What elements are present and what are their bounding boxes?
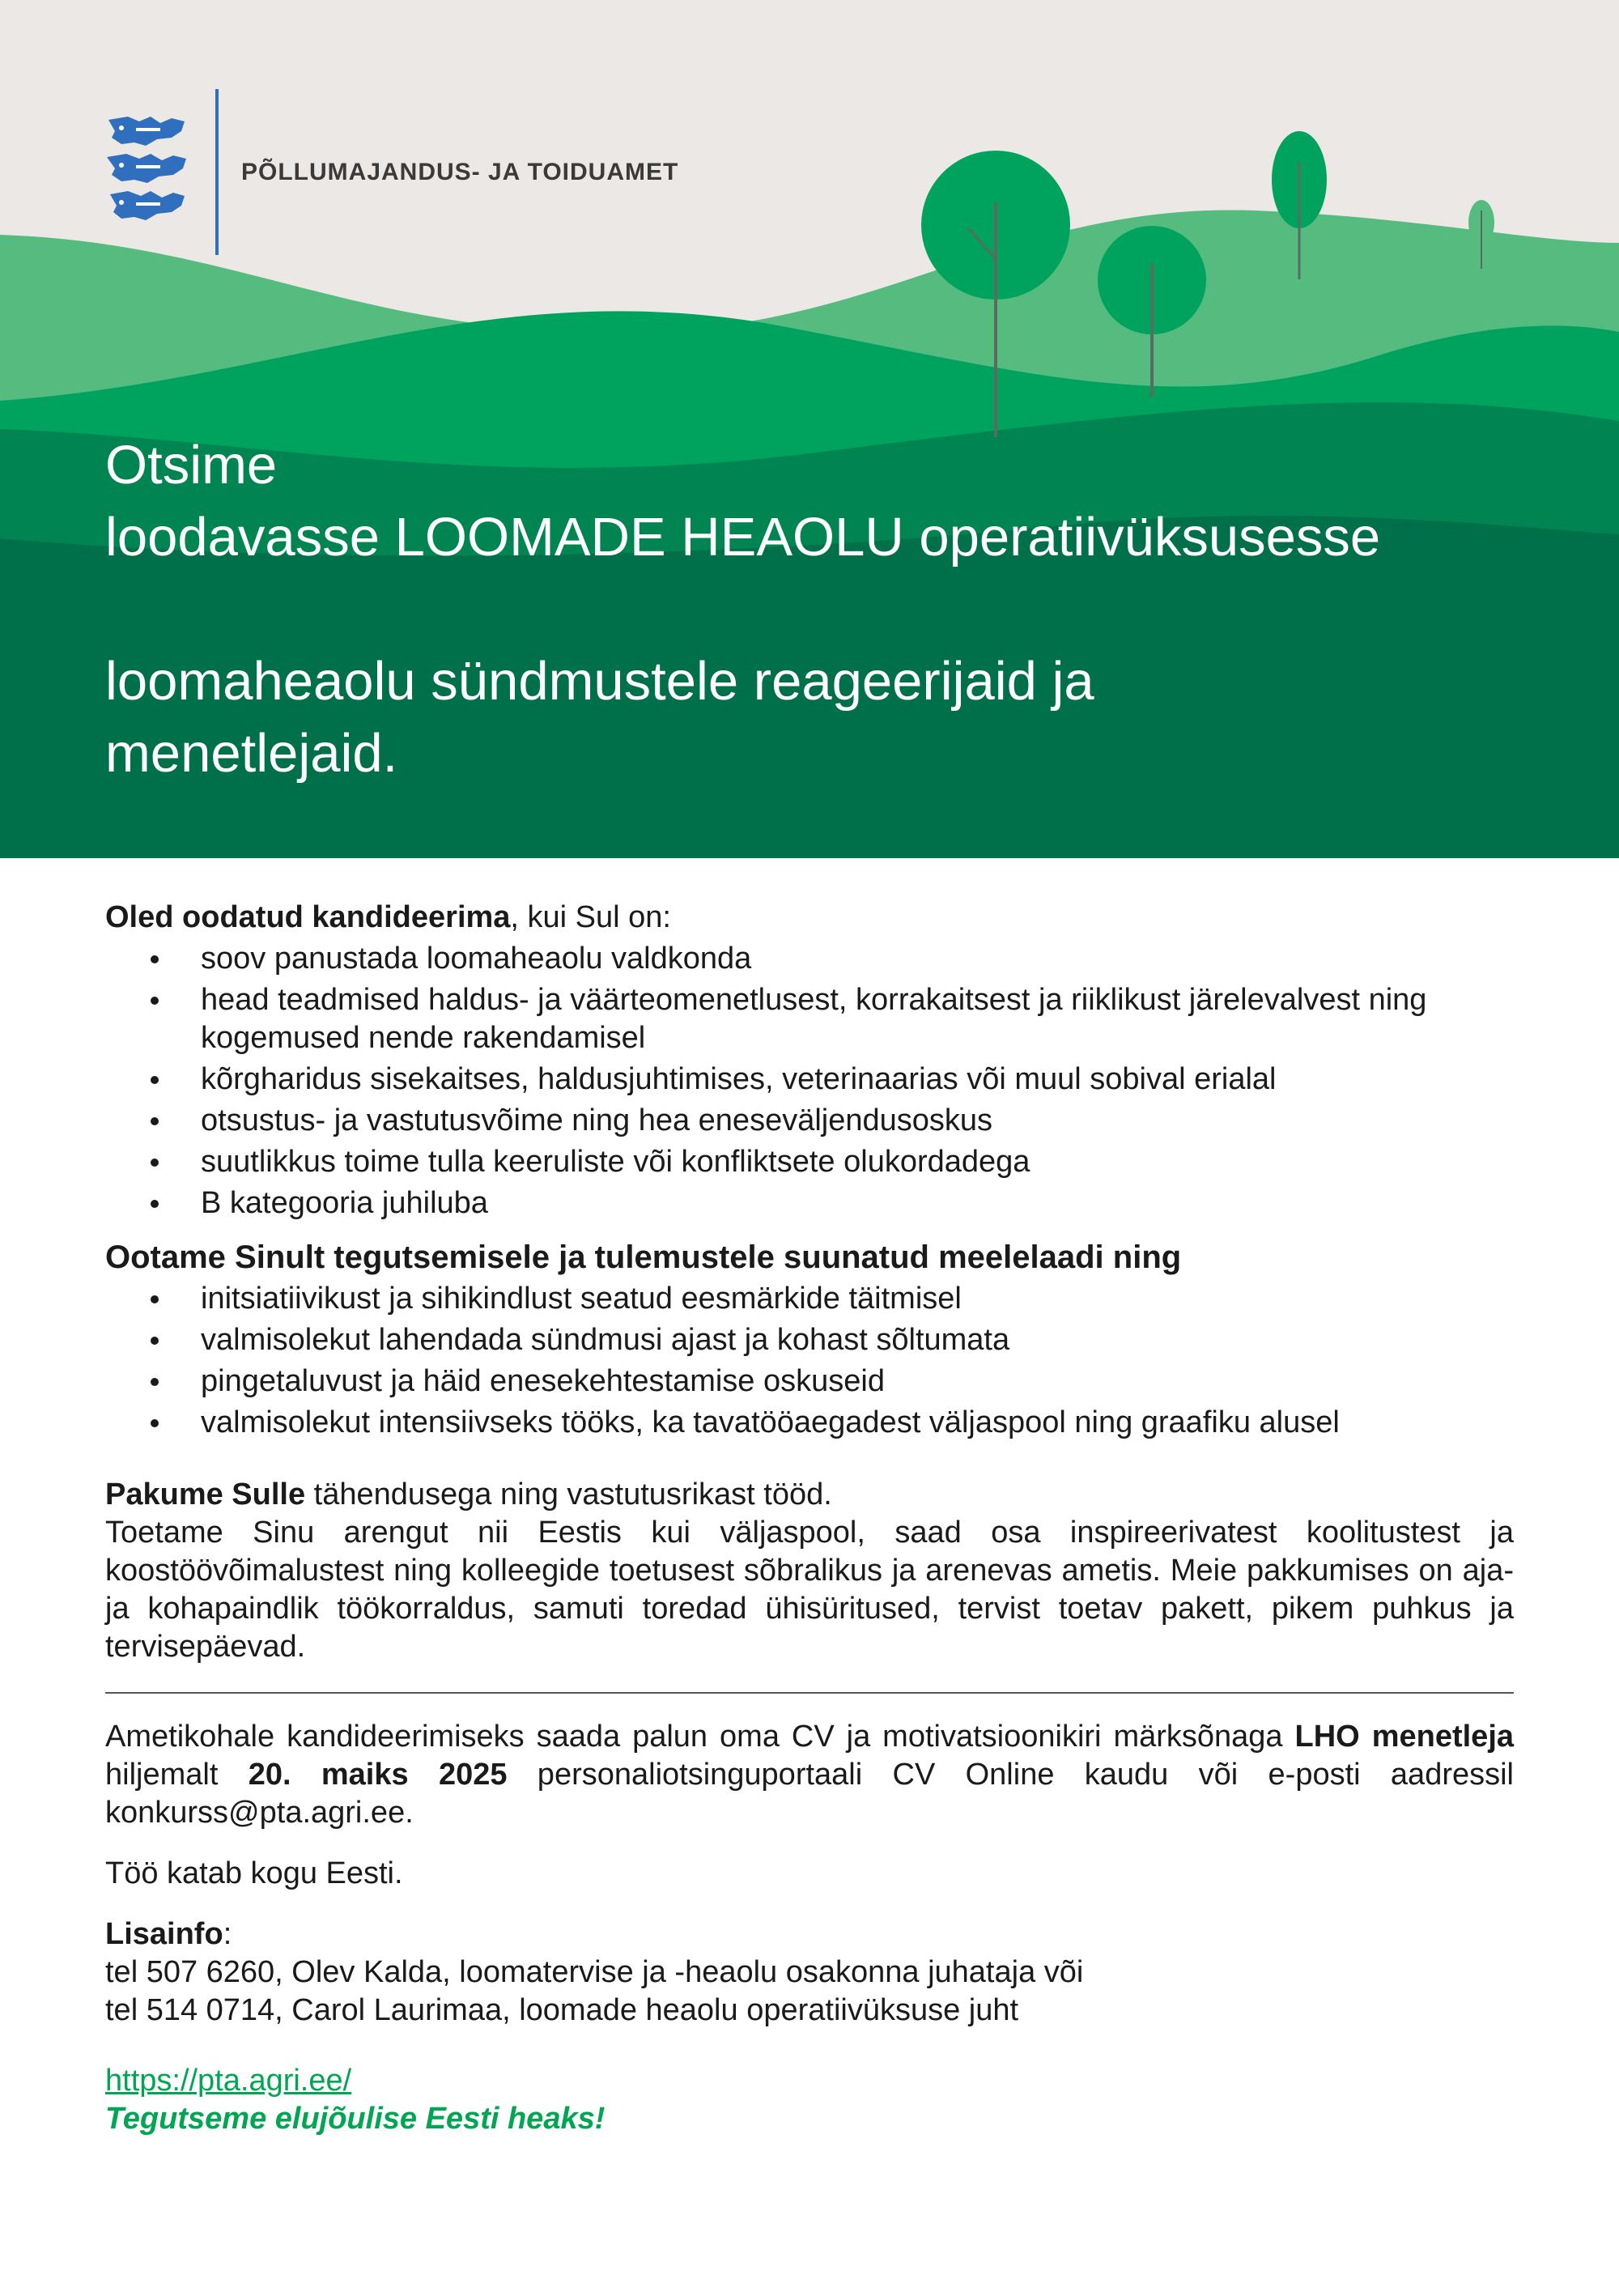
logo-divider (215, 89, 219, 255)
contact-info: Lisainfo: tel 507 6260, Olev Kalda, loomatervise ja -heaolu osakonna juhataja või tel 514 0714, Carol Laurimaa, loomade heaolu operatiivüksuse juht (105, 1917, 1084, 2027)
list-item: otsustus- ja vastutusvõime ning hea eneseväljendusoskus (105, 1102, 1514, 1140)
requirements-list (105, 940, 1514, 1222)
expectations-heading: Ootame Sinult tegutsemisele ja tulemustele suunatud meelelaadi ning (105, 1239, 1182, 1275)
hero-line: menetlejaid. (105, 723, 398, 784)
application-instructions: Ametikohale kandideerimiseks saada palun oma CV ja motivatsioonikiri märksõnaga LHO menetleja hiljemalt 20. maiks 2025 personaliotsinguportaali CV Online kaudu või e-posti aadressil konkurss@pta.agri.ee. (105, 1720, 1515, 1830)
hero-line: loomaheaolu sündmustele reageerijaid ja (105, 651, 1094, 712)
hero-banner (0, 0, 1619, 858)
list-item: B kategooria juhiluba (105, 1184, 1514, 1222)
list-item: valmisolekut intensiivseks tööks, ka tavatööaegadest väljaspool ning graafiku alusel (105, 1404, 1514, 1442)
list-item: head teadmised haldus- ja väärteomenetlusest, korrakaitsest ja riiklikust järelevalvest ning kogemused nende rakendamisel (105, 981, 1514, 1057)
list-item: soov panustada loomaheaolu valdkonda (105, 940, 1514, 978)
offer-paragraph: Pakume Sulle tähendusega ning vastutusrikast tööd. Toetame Sinu arengut nii Eestis kui väljaspool, saad osa inspireerivatest koolitustest ja koostöövõimalustest ning kolleegide toetusest sõbralikus ja arenevas ametis. Meie pakkumises on aja- ja kohapaindlik töökorraldus, samuti toredad ühisüritused, tervist toetav pakett, pikem puhkus ja tervisepäevad. (105, 1478, 1514, 1664)
list-item: valmisolekut lahendada sündmusi ajast ja kohast sõltumata (105, 1321, 1514, 1359)
motto: Tegutseme elujõulise Eesti heaks! (105, 2102, 606, 2136)
list-item: pingetaluvust ja häid enesekehtestamise oskuseid (105, 1363, 1514, 1401)
work-location: Töö katab kogu Eesti. (105, 1856, 403, 1890)
footer (105, 2062, 1514, 2138)
list-item: kõrgharidus sisekaitses, haldusjuhtimises, veterinaarias või muul sobival erialal (105, 1061, 1514, 1099)
divider (105, 1692, 1514, 1694)
requirements-heading: Oled oodatud kandideerima, kui Sul on: (105, 900, 671, 934)
website-link[interactable]: https://pta.agri.ee/ (105, 2064, 352, 2098)
list-item: initsiatiivikust ja sihikindlust seatud eesmärkide täitmisel (105, 1280, 1514, 1318)
expectations-list (105, 1280, 1514, 1442)
job-description (105, 899, 1514, 2138)
hero-line: loodavasse LOOMADE HEAOLU operatiivüksusesse (105, 507, 1381, 568)
hero-line: Otsime (105, 435, 278, 495)
hero-headline (105, 429, 1546, 789)
list-item: suutlikkus toime tulla keeruliste või konfliktsete olukordadega (105, 1143, 1514, 1181)
coat-of-arms-icon (104, 113, 191, 228)
agency-name: PÕLLUMAJANDUS- JA TOIDUAMET (241, 159, 679, 185)
